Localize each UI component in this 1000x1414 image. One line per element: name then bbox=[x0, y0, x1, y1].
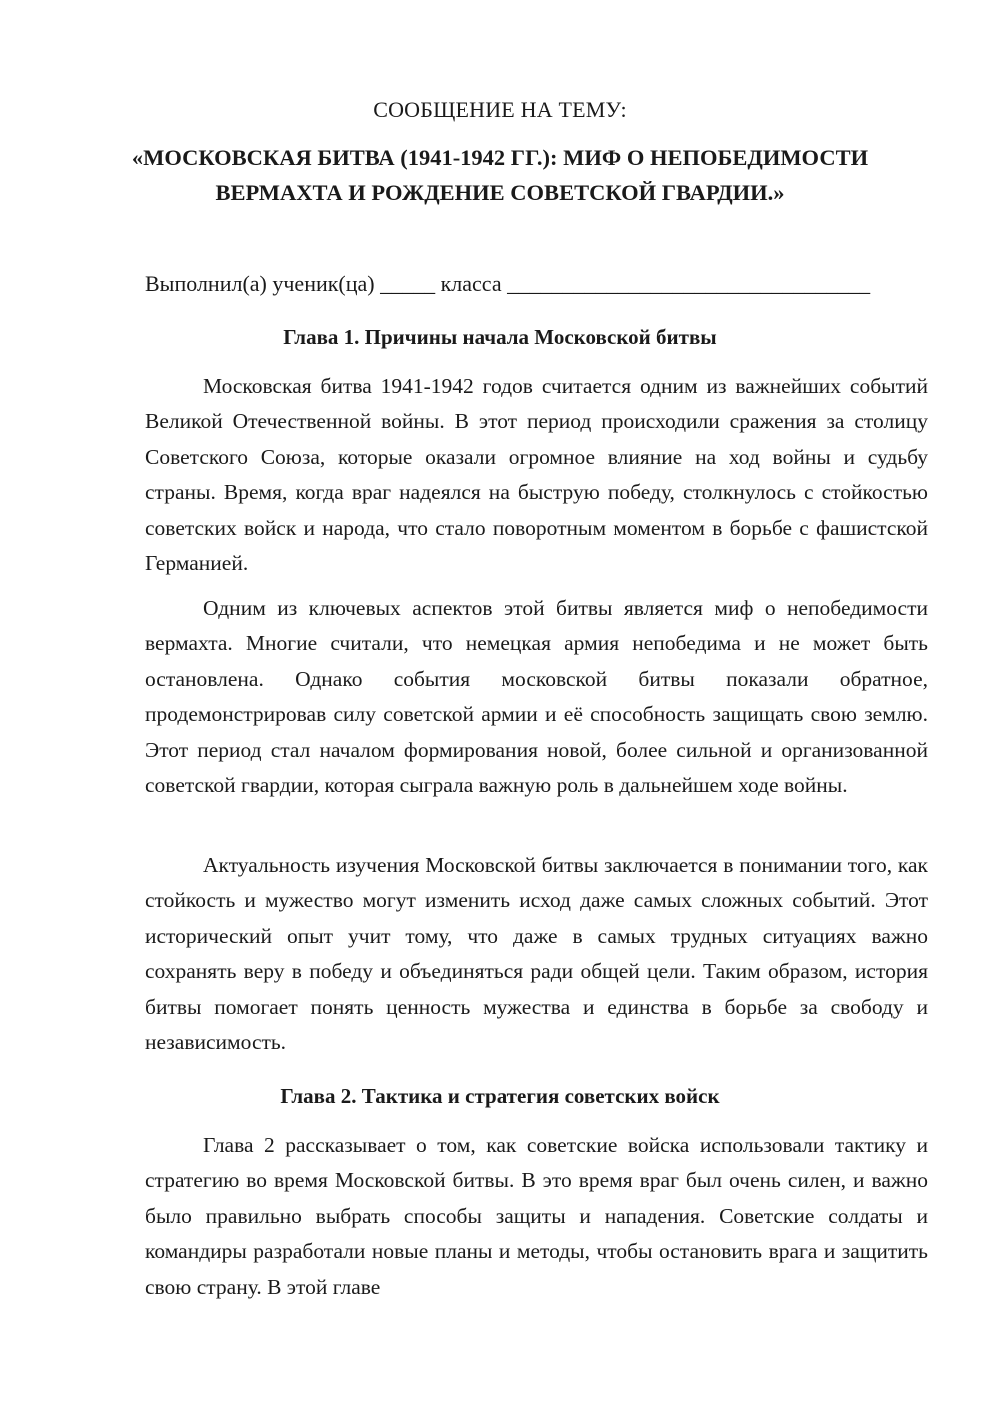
chapter-1-heading: Глава 1. Причины начала Московской битвы bbox=[283, 325, 717, 349]
paragraph: Актуальность изучения Московской битвы заключается в понимании того, как стойкость и мужество могут изменить исход даже самых сложных событий. Этот исторический опыт учит тому, что даже в самых трудных ситуациях важно сохранять веру в победу и объединяться ради общей цели. Таким образом, история битвы помогает понять ценность мужества и единства в борьбе за свободу и независимость. bbox=[145, 853, 928, 1055]
paragraph: Московская битва 1941-1942 годов считается одним из важнейших событий Великой Отечественной войны. В этот период происходили сражения за столицу Советского Союза, которые оказали огромное влияние на ход войны и судьбу страны. Время, когда враг надеялся на быструю победу, столкнулось с стойкостью советских войск и народа, что стало поворотным моментом в борьбе с фашистской Германией. bbox=[145, 374, 928, 576]
document-title: «МОСКОВСКАЯ БИТВА (1941-1942 ГГ.): МИФ О НЕПОБЕДИМОСТИ ВЕРМАХТА И РОЖДЕНИЕ СОВЕТСКОЙ ГВАРДИИ.» bbox=[131, 145, 869, 205]
document-header bbox=[0, 92, 1000, 210]
paragraph: Одним из ключевых аспектов этой битвы является миф о непобедимости вермахта. Многие считали, что немецкая армия непобедима и не может быть остановлена. Однако события московской битвы показали обратное, продемонстрировав силу советской армии и её способность защищать свою землю. Этот период стал началом формирования новой, более сильной и организованной советской гвардии, которая сыграла важную роль в дальнейшем ходе войны. bbox=[145, 596, 928, 798]
paragraph: Глава 2 рассказывает о том, как советские войска использовали тактику и стратегию во время Московской битвы. В это время враг был очень силен, и важно было правильно выбрать способы защиты и нападения. Советские солдаты и командиры разработали новые планы и методы, чтобы остановить врага и защитить свою страну. В этой главе bbox=[145, 1133, 928, 1299]
document-kicker: СООБЩЕНИЕ НА ТЕМУ: bbox=[373, 97, 627, 122]
chapter-2-heading: Глава 2. Тактика и стратегия советских войск bbox=[280, 1084, 720, 1108]
author-line: Выполнил(а) ученик(ца) _____ класса _________________________________ bbox=[145, 271, 871, 296]
